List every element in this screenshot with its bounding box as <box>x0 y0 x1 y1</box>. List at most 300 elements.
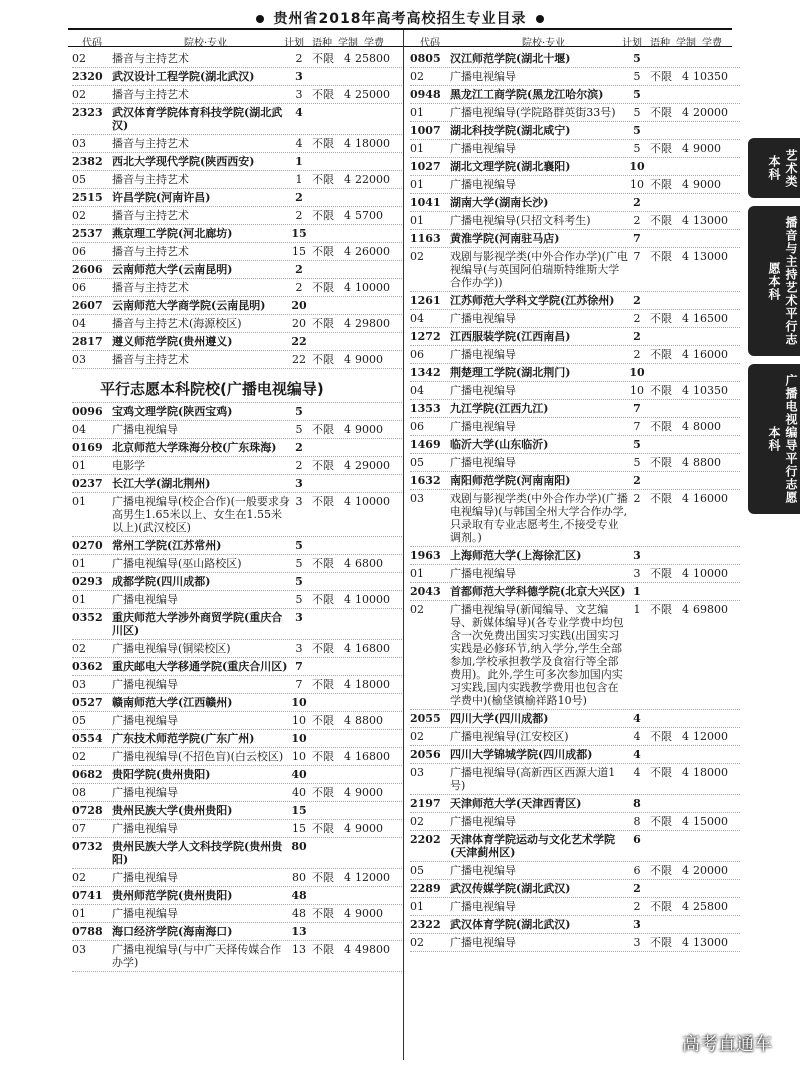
major-lang: 不限 <box>312 245 334 258</box>
tab-broadcasting-hosting[interactable]: 播音与主持艺术平行志愿本科 <box>748 206 800 356</box>
major-plan: 6 <box>633 864 641 877</box>
major-plan: 2 <box>633 492 641 505</box>
major-fee: 49800 <box>355 943 390 956</box>
major-row <box>410 490 740 547</box>
school-name: 云南师范大学商学院(云南昆明) <box>112 299 266 312</box>
school-plan: 2 <box>295 191 303 204</box>
school-name: 九江学院(江西九江) <box>450 402 549 415</box>
school-name: 武汉体育学院体育科技学院(湖北武汉) <box>112 106 283 132</box>
school-plan: 48 <box>291 889 307 902</box>
major-lang: 不限 <box>312 750 334 763</box>
major-fee: 26000 <box>355 245 390 258</box>
school-code: 2515 <box>72 191 103 204</box>
major-fee: 6800 <box>355 557 383 570</box>
school-name: 贵阳学院(贵州贵阳) <box>112 768 211 781</box>
major-plan: 20 <box>292 317 306 330</box>
major-yrs: 4 <box>344 750 351 763</box>
school-row <box>410 880 740 898</box>
major-name: 广播电视编导 <box>112 593 178 606</box>
column-divider <box>403 30 404 1060</box>
major-yrs: 4 <box>344 495 351 508</box>
school-plan: 3 <box>633 918 641 931</box>
major-fee: 9000 <box>355 786 383 799</box>
major-fee: 16800 <box>355 642 390 655</box>
major-yrs: 4 <box>682 384 689 397</box>
school-row <box>410 916 740 934</box>
major-row <box>72 712 402 730</box>
major-plan: 8 <box>633 815 641 828</box>
school-code: 2202 <box>410 833 441 846</box>
major-code: 01 <box>410 106 424 119</box>
major-lang: 不限 <box>312 593 334 606</box>
major-name: 广播电视编导 <box>112 423 178 436</box>
header-years: 学制 <box>676 38 696 49</box>
major-row <box>410 382 740 400</box>
major-row <box>410 346 740 364</box>
school-name: 武汉传媒学院(湖北武汉) <box>450 882 571 895</box>
major-plan: 7 <box>633 420 641 433</box>
major-yrs: 4 <box>682 214 689 227</box>
school-plan: 2 <box>295 441 303 454</box>
major-fee: 16000 <box>693 348 728 361</box>
school-name: 贵州师范学院(贵州贵阳) <box>112 889 233 902</box>
school-row <box>410 547 740 565</box>
bullet-icon <box>256 15 264 23</box>
major-row <box>410 140 740 158</box>
major-plan: 5 <box>633 456 641 469</box>
major-code: 03 <box>72 678 86 691</box>
major-code: 08 <box>72 786 86 799</box>
major-lang: 不限 <box>650 312 672 325</box>
major-lang: 不限 <box>312 52 334 65</box>
major-fee: 8800 <box>355 714 383 727</box>
major-lang: 不限 <box>312 943 334 956</box>
major-yrs: 4 <box>344 423 351 436</box>
header-years: 学制 <box>338 38 358 49</box>
major-lang: 不限 <box>312 209 334 222</box>
major-code: 02 <box>72 642 86 655</box>
major-fee: 9000 <box>693 142 721 155</box>
major-plan: 1 <box>295 173 303 186</box>
major-yrs: 4 <box>682 603 689 616</box>
major-lang: 不限 <box>312 459 334 472</box>
school-row <box>72 609 402 640</box>
major-lang: 不限 <box>312 907 334 920</box>
school-plan: 5 <box>295 539 303 552</box>
header-lang: 语种 <box>650 38 670 49</box>
school-plan: 13 <box>291 925 307 938</box>
major-code: 01 <box>410 900 424 913</box>
major-fee: 10000 <box>693 567 728 580</box>
major-lang: 不限 <box>312 353 334 366</box>
major-row <box>72 748 402 766</box>
school-code: 1963 <box>410 549 441 562</box>
major-plan: 2 <box>295 459 303 472</box>
school-name: 贵州民族大学人文科技学院(贵州贵阳) <box>112 840 283 866</box>
school-row <box>410 122 740 140</box>
major-lang: 不限 <box>312 281 334 294</box>
major-lang: 不限 <box>312 871 334 884</box>
major-plan: 5 <box>295 593 303 606</box>
major-code: 02 <box>72 88 86 101</box>
major-row <box>72 457 402 475</box>
major-name: 广播电视编导(高新西区西源大道1号) <box>450 766 616 792</box>
major-name: 广播电视编导 <box>112 871 178 884</box>
major-yrs: 4 <box>344 317 351 330</box>
school-plan: 10 <box>291 696 307 709</box>
school-plan: 2 <box>633 294 641 307</box>
major-yrs: 4 <box>682 420 689 433</box>
school-plan: 5 <box>633 438 641 451</box>
major-name: 播音与主持艺术 <box>112 52 189 65</box>
school-plan: 7 <box>633 402 641 415</box>
school-code: 0948 <box>410 88 441 101</box>
major-fee: 16500 <box>693 312 728 325</box>
major-name: 广播电视编导 <box>450 348 516 361</box>
school-row <box>410 710 740 728</box>
major-yrs: 4 <box>344 642 351 655</box>
school-code: 0237 <box>72 477 103 490</box>
major-name: 广播电视编导 <box>112 822 178 835</box>
school-name: 武汉体育学院(湖北武汉) <box>450 918 571 931</box>
school-row <box>72 189 402 207</box>
major-yrs: 4 <box>682 142 689 155</box>
major-lang: 不限 <box>650 178 672 191</box>
school-row <box>72 802 402 820</box>
major-plan: 5 <box>295 557 303 570</box>
major-name: 广播电视编导(学院路群英街33号) <box>450 106 616 119</box>
major-name: 广播电视编导 <box>450 178 516 191</box>
major-yrs: 4 <box>682 456 689 469</box>
school-name: 四川大学(四川成都) <box>450 712 549 725</box>
major-code: 06 <box>72 281 86 294</box>
school-row <box>72 537 402 555</box>
major-plan: 3 <box>295 642 303 655</box>
major-name: 广播电视编导 <box>112 678 178 691</box>
major-yrs: 4 <box>344 281 351 294</box>
tab-art-undergrad[interactable]: 艺术类本科 <box>748 138 800 198</box>
major-name: 广播电视编导 <box>112 714 178 727</box>
school-plan: 1 <box>295 155 303 168</box>
school-code: 1272 <box>410 330 441 343</box>
major-row <box>72 351 402 369</box>
major-yrs: 4 <box>682 106 689 119</box>
major-name: 广播电视编导 <box>450 456 516 469</box>
school-row <box>410 364 740 382</box>
major-yrs: 4 <box>682 766 689 779</box>
school-code: 1163 <box>410 232 441 245</box>
major-code: 01 <box>410 178 424 191</box>
school-row <box>72 923 402 941</box>
school-row <box>410 746 740 764</box>
major-fee: 25000 <box>355 88 390 101</box>
school-row <box>410 86 740 104</box>
major-yrs: 4 <box>344 786 351 799</box>
major-plan: 7 <box>295 678 303 691</box>
major-lang: 不限 <box>312 88 334 101</box>
major-fee: 12000 <box>355 871 390 884</box>
major-name: 播音与主持艺术 <box>112 173 189 186</box>
major-yrs: 4 <box>344 907 351 920</box>
section-title: 平行志愿本科院校(广播电视编导) <box>72 369 402 403</box>
school-code: 2289 <box>410 882 441 895</box>
school-code: 2056 <box>410 748 441 761</box>
major-row <box>410 310 740 328</box>
major-lang: 不限 <box>650 492 672 505</box>
major-code: 02 <box>410 730 424 743</box>
major-lang: 不限 <box>650 766 672 779</box>
left-bottom-list <box>72 403 402 972</box>
school-name: 燕京理工学院(河北廊坊) <box>112 227 233 240</box>
school-plan: 7 <box>633 232 641 245</box>
major-yrs: 4 <box>682 864 689 877</box>
major-fee: 29800 <box>355 317 390 330</box>
major-row <box>410 248 740 292</box>
major-row <box>72 555 402 573</box>
major-code: 02 <box>410 936 424 949</box>
major-plan: 2 <box>633 348 641 361</box>
major-code: 03 <box>410 766 424 779</box>
school-name: 成都学院(四川成都) <box>112 575 211 588</box>
school-plan: 5 <box>633 124 641 137</box>
major-fee: 16800 <box>355 750 390 763</box>
school-name: 天津体育学院运动与文化艺术学院(天津蓟州区) <box>450 833 615 859</box>
school-row <box>72 887 402 905</box>
school-name: 重庆邮电大学移通学院(重庆合川区) <box>112 660 288 673</box>
school-row <box>72 766 402 784</box>
major-name: 广播电视编导(巫山路校区) <box>112 557 242 570</box>
school-row <box>410 436 740 454</box>
major-code: 06 <box>72 245 86 258</box>
major-row <box>72 905 402 923</box>
major-yrs: 4 <box>682 250 689 263</box>
major-fee: 25800 <box>355 52 390 65</box>
school-plan: 5 <box>633 88 641 101</box>
school-name: 北京师范大学珠海分校(广东珠海) <box>112 441 277 454</box>
major-name: 播音与主持艺术 <box>112 245 189 258</box>
school-code: 2322 <box>410 918 441 931</box>
major-name: 播音与主持艺术 <box>112 88 189 101</box>
major-code: 04 <box>410 384 424 397</box>
major-code: 04 <box>72 423 86 436</box>
school-code: 1261 <box>410 294 441 307</box>
school-code: 1041 <box>410 196 441 209</box>
school-plan: 2 <box>633 196 641 209</box>
school-name: 汉江师范学院(湖北十堰) <box>450 52 571 65</box>
school-name: 江西服装学院(江西南昌) <box>450 330 571 343</box>
school-name: 临沂大学(山东临沂) <box>450 438 549 451</box>
major-code: 01 <box>410 567 424 580</box>
header-plan: 计划 <box>284 38 304 49</box>
major-yrs: 4 <box>344 173 351 186</box>
major-lang: 不限 <box>650 815 672 828</box>
major-plan: 10 <box>630 384 644 397</box>
school-row <box>72 333 402 351</box>
major-name: 广播电视编导(校企合作)(一般要求身高男生1.65米以上、女生在1.55米以上)(武汉校区) <box>112 495 290 534</box>
major-lang: 不限 <box>650 214 672 227</box>
major-code: 01 <box>72 593 86 606</box>
major-name: 广播电视编导 <box>112 907 178 920</box>
school-name: 首都师范大学科德学院(北京大兴区) <box>450 585 626 598</box>
school-code: 2382 <box>72 155 103 168</box>
major-yrs: 4 <box>682 348 689 361</box>
school-row <box>410 831 740 862</box>
school-code: 0527 <box>72 696 103 709</box>
school-code: 1342 <box>410 366 441 379</box>
major-row <box>410 601 740 710</box>
major-plan: 3 <box>295 495 303 508</box>
tab-tv-directing[interactable]: 广播电视编导平行志愿本科 <box>748 364 800 514</box>
major-lang: 不限 <box>650 936 672 949</box>
major-row <box>410 212 740 230</box>
major-plan: 2 <box>295 281 303 294</box>
school-code: 0362 <box>72 660 103 673</box>
major-yrs: 4 <box>682 567 689 580</box>
major-plan: 4 <box>633 766 641 779</box>
major-row <box>72 243 402 261</box>
school-row <box>72 297 402 315</box>
school-code: 0554 <box>72 732 103 745</box>
page-header <box>70 8 730 28</box>
school-name: 湖北文理学院(湖北襄阳) <box>450 160 571 173</box>
major-lang: 不限 <box>650 384 672 397</box>
school-plan: 1 <box>633 585 641 598</box>
major-code: 06 <box>410 348 424 361</box>
major-yrs: 4 <box>344 678 351 691</box>
school-code: 0788 <box>72 925 103 938</box>
major-code: 01 <box>410 214 424 227</box>
major-code: 04 <box>72 317 86 330</box>
school-plan: 22 <box>291 335 307 348</box>
school-row <box>72 658 402 676</box>
school-code: 1027 <box>410 160 441 173</box>
major-name: 戏剧与影视学类(中外合作办学)(广电视编导(与英国阿伯瑞斯特维斯大学合作办学)) <box>450 250 628 289</box>
major-row <box>72 135 402 153</box>
major-code: 05 <box>72 173 86 186</box>
left-top-list <box>72 50 402 369</box>
major-lang: 不限 <box>312 642 334 655</box>
school-row <box>410 583 740 601</box>
major-plan: 2 <box>295 209 303 222</box>
school-row <box>410 292 740 310</box>
major-name: 广播电视编导 <box>450 936 516 949</box>
major-code: 01 <box>72 907 86 920</box>
major-row <box>410 813 740 831</box>
header-plan: 计划 <box>622 38 642 49</box>
school-name: 广东技术师范学院(广东广州) <box>112 732 255 745</box>
major-row <box>72 86 402 104</box>
major-code: 06 <box>410 420 424 433</box>
school-name: 许昌学院(河南许昌) <box>112 191 211 204</box>
school-row <box>72 838 402 869</box>
school-code: 2323 <box>72 106 103 119</box>
school-code: 0096 <box>72 405 103 418</box>
major-row <box>410 565 740 583</box>
major-fee: 18000 <box>355 137 390 150</box>
header-rule <box>68 28 732 30</box>
major-plan: 40 <box>292 786 306 799</box>
header-code: 代码 <box>82 38 102 49</box>
school-plan: 3 <box>295 611 303 624</box>
major-code: 01 <box>72 557 86 570</box>
major-yrs: 4 <box>682 70 689 83</box>
major-plan: 5 <box>633 70 641 83</box>
major-code: 02 <box>72 52 86 65</box>
school-plan: 3 <box>295 477 303 490</box>
major-plan: 4 <box>295 137 303 150</box>
major-code: 07 <box>72 822 86 835</box>
major-plan: 15 <box>292 822 306 835</box>
school-plan: 4 <box>295 106 303 119</box>
major-plan: 48 <box>292 907 306 920</box>
major-fee: 5700 <box>355 209 383 222</box>
major-row <box>72 869 402 887</box>
school-name: 江苏师范大学科文学院(江苏徐州) <box>450 294 615 307</box>
header-name: 院校·专业 <box>184 38 228 49</box>
major-name: 广播电视编导 <box>450 312 516 325</box>
major-row <box>72 820 402 838</box>
major-row <box>72 640 402 658</box>
major-code: 05 <box>410 456 424 469</box>
major-row <box>410 454 740 472</box>
major-name: 戏剧与影视学类(中外合作办学)(广播电视编导)(与韩国全州大学合作办学,只录取有专业志愿考生,不接受专业调剂。) <box>450 492 628 544</box>
major-code: 05 <box>72 714 86 727</box>
major-code: 02 <box>410 250 424 263</box>
school-row <box>410 400 740 418</box>
school-name: 上海师范大学(上海徐汇区) <box>450 549 582 562</box>
major-plan: 4 <box>633 730 641 743</box>
major-fee: 12000 <box>693 730 728 743</box>
major-yrs: 4 <box>682 492 689 505</box>
school-row <box>410 472 740 490</box>
major-name: 播音与主持艺术(海源校区) <box>112 317 242 330</box>
school-plan: 8 <box>633 797 641 810</box>
major-name: 播音与主持艺术 <box>112 353 189 366</box>
major-lang: 不限 <box>312 137 334 150</box>
major-row <box>72 591 402 609</box>
major-name: 广播电视编导(不招色盲)(白云校区) <box>112 750 284 763</box>
major-name: 广播电视编导 <box>112 786 178 799</box>
major-row <box>72 171 402 189</box>
major-yrs: 4 <box>344 714 351 727</box>
major-yrs: 4 <box>344 943 351 956</box>
major-lang: 不限 <box>312 786 334 799</box>
school-code: 1469 <box>410 438 441 451</box>
school-code: 0741 <box>72 889 103 902</box>
school-row <box>72 439 402 457</box>
major-fee: 9000 <box>693 178 721 191</box>
major-name: 广播电视编导(江安校区) <box>450 730 569 743</box>
major-yrs: 4 <box>682 815 689 828</box>
bullet-icon <box>536 15 544 23</box>
major-code: 02 <box>72 750 86 763</box>
major-lang: 不限 <box>650 142 672 155</box>
major-yrs: 4 <box>682 730 689 743</box>
major-fee: 69800 <box>693 603 728 616</box>
major-lang: 不限 <box>312 557 334 570</box>
major-row <box>72 493 402 537</box>
watermark: 高考直通车 <box>682 1034 772 1055</box>
school-plan: 2 <box>295 263 303 276</box>
school-plan: 2 <box>633 882 641 895</box>
school-code: 0270 <box>72 539 103 552</box>
school-plan: 2 <box>633 330 641 343</box>
major-fee: 10350 <box>693 70 728 83</box>
major-plan: 80 <box>292 871 306 884</box>
right-list <box>410 50 740 952</box>
major-name: 播音与主持艺术 <box>112 137 189 150</box>
major-lang: 不限 <box>312 317 334 330</box>
